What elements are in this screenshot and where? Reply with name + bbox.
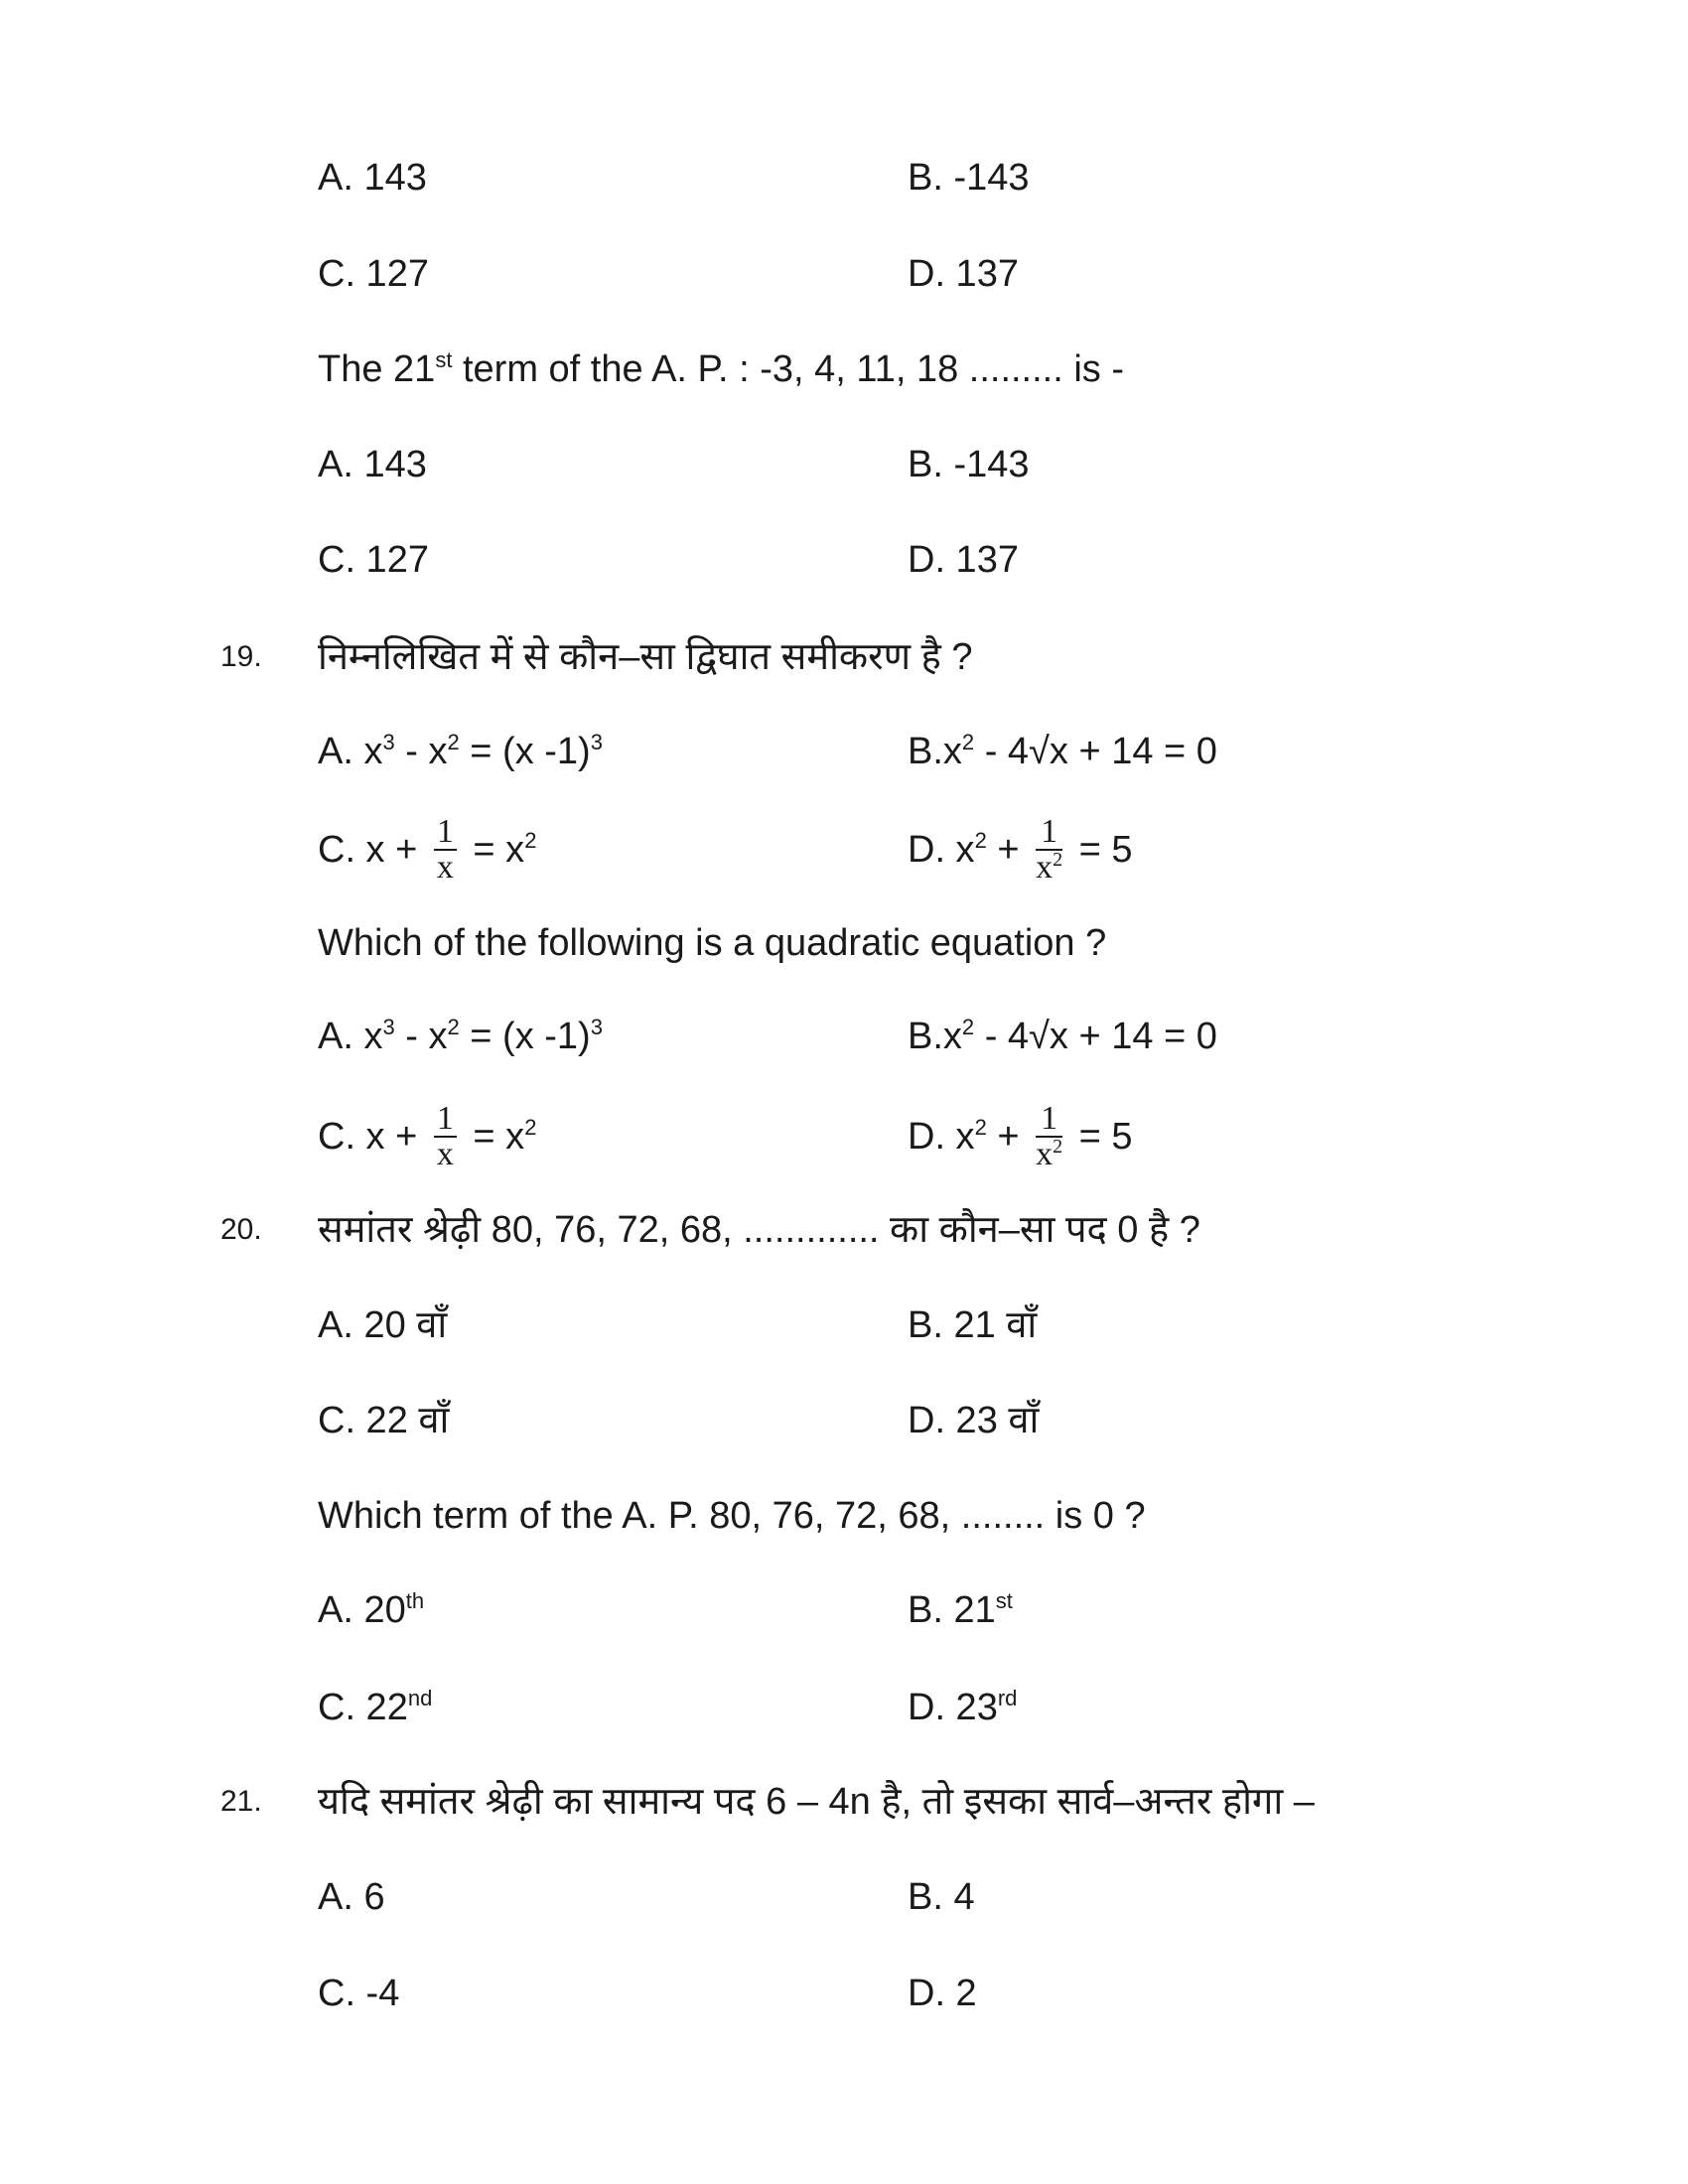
text-segment: term of the A. P. : -3, 4, 11, 18 ......... is - bbox=[452, 348, 1124, 390]
text-segment: C. 22 bbox=[318, 1687, 408, 1728]
text-segment: A. 20 वाँ bbox=[318, 1304, 448, 1346]
text-segment: Which term of the A. P. 80, 76, 72, 68, ........ is 0 ? bbox=[318, 1495, 1146, 1537]
options-row bbox=[0, 1964, 1688, 2023]
text-segment: - x bbox=[394, 731, 448, 772]
superscript: 2 bbox=[961, 730, 975, 754]
text-segment: - 4√x + 14 = 0 bbox=[974, 1016, 1217, 1057]
question-row bbox=[0, 627, 1688, 687]
text-segment: = (x -1) bbox=[459, 731, 591, 772]
options-row bbox=[0, 148, 1688, 207]
text-segment: A. 143 bbox=[318, 157, 427, 199]
option-right bbox=[908, 1867, 975, 1927]
text-segment: = (x -1) bbox=[459, 1016, 591, 1057]
superscript: 2 bbox=[974, 1115, 987, 1141]
text-segment: = 5 bbox=[1068, 1116, 1133, 1159]
text-segment: = x bbox=[462, 1116, 525, 1159]
question-row bbox=[0, 1486, 1688, 1546]
option-left bbox=[318, 530, 429, 590]
options-row bbox=[0, 1580, 1688, 1640]
superscript: 2 bbox=[1053, 1136, 1063, 1158]
text-segment: B.x bbox=[908, 1016, 962, 1057]
options-row bbox=[0, 813, 1688, 886]
text-segment: A. 143 bbox=[318, 444, 427, 485]
text-segment: A. x bbox=[318, 731, 383, 772]
question-number: 21. bbox=[220, 1785, 262, 1818]
option-right bbox=[908, 435, 1030, 494]
text-segment: + bbox=[986, 829, 1031, 872]
question-text bbox=[318, 1200, 1200, 1260]
text-segment: समांतर श्रेढ़ी 80, 76, 72, 68, ............. का कौन–सा पद 0 है ? bbox=[318, 1209, 1200, 1251]
text-segment: D. 137 bbox=[908, 253, 1019, 295]
options-row bbox=[0, 530, 1688, 590]
text-segment: - x bbox=[394, 1016, 448, 1057]
superscript: st bbox=[995, 1588, 1013, 1613]
superscript: 2 bbox=[447, 730, 460, 754]
question-row bbox=[0, 340, 1688, 399]
options-row bbox=[0, 1391, 1688, 1450]
option-left bbox=[318, 722, 603, 781]
question-number: 19. bbox=[220, 640, 262, 673]
option-right bbox=[908, 722, 1217, 781]
option-right bbox=[908, 1296, 1037, 1355]
superscript: 3 bbox=[590, 730, 603, 754]
text-segment: A. 6 bbox=[318, 1876, 385, 1918]
option-left bbox=[318, 1296, 447, 1355]
text-segment: - 4√x + 14 = 0 bbox=[974, 731, 1217, 772]
superscript: 2 bbox=[974, 828, 987, 854]
text-segment: C. x + bbox=[318, 1116, 428, 1159]
text-segment: The 21 bbox=[318, 348, 436, 390]
text-segment: D. 137 bbox=[908, 539, 1019, 581]
superscript: nd bbox=[407, 1686, 433, 1710]
options-row bbox=[0, 722, 1688, 781]
option-right bbox=[908, 1678, 1017, 1737]
option-right bbox=[908, 1964, 977, 2023]
superscript: 3 bbox=[382, 1015, 395, 1039]
option-left bbox=[318, 1867, 385, 1927]
option-right bbox=[908, 813, 1133, 887]
option-left bbox=[318, 244, 429, 304]
superscript: 2 bbox=[447, 1015, 460, 1039]
question-row bbox=[0, 1772, 1688, 1832]
question-text bbox=[318, 1772, 1315, 1832]
text-segment: + bbox=[986, 1116, 1031, 1159]
fraction-numerator: 1 bbox=[1036, 815, 1062, 851]
text-segment: C. x + bbox=[318, 829, 428, 872]
question-number: 20. bbox=[220, 1213, 262, 1246]
fraction-denominator: x bbox=[436, 849, 454, 886]
option-left bbox=[318, 1100, 537, 1173]
fraction-numerator: 1 bbox=[434, 1102, 457, 1138]
text-segment: D. 2 bbox=[908, 1973, 977, 2014]
option-right bbox=[908, 1391, 1039, 1450]
options-row bbox=[0, 1296, 1688, 1355]
superscript: 2 bbox=[524, 828, 537, 854]
options-row bbox=[0, 244, 1688, 304]
fraction-denominator: x bbox=[436, 1136, 454, 1172]
superscript: 3 bbox=[590, 1015, 603, 1039]
superscript: st bbox=[435, 347, 453, 372]
fraction bbox=[1036, 1102, 1062, 1171]
text-segment: B. -143 bbox=[908, 444, 1030, 485]
superscript: 2 bbox=[961, 1015, 975, 1039]
text-segment: यदि समांतर श्रेढ़ी का सामान्य पद 6 – 4n है, तो इसका सार्व–अन्तर होगा – bbox=[318, 1781, 1315, 1823]
text-segment: C. 22 वाँ bbox=[318, 1400, 450, 1441]
options-row bbox=[0, 1100, 1688, 1172]
text-segment: C. 127 bbox=[318, 539, 429, 581]
question-row bbox=[0, 1200, 1688, 1260]
options-row bbox=[0, 435, 1688, 494]
fraction-numerator: 1 bbox=[1036, 1102, 1062, 1138]
superscript: rd bbox=[997, 1686, 1018, 1710]
text-segment: Which of the following is a quadratic equation ? bbox=[318, 922, 1107, 964]
options-row bbox=[0, 1007, 1688, 1066]
fraction bbox=[1036, 815, 1062, 885]
text-segment: = x bbox=[462, 829, 525, 872]
option-right bbox=[908, 530, 1019, 590]
option-left bbox=[318, 1580, 424, 1640]
options-row bbox=[0, 1678, 1688, 1737]
text-segment: = 5 bbox=[1068, 829, 1133, 872]
text-segment: B. 21 bbox=[908, 1589, 996, 1631]
question-text bbox=[318, 627, 973, 687]
question-text bbox=[318, 340, 1124, 399]
fraction bbox=[434, 1102, 457, 1171]
text-segment: D. 23 वाँ bbox=[908, 1400, 1040, 1441]
text-segment: A. 20 bbox=[318, 1589, 406, 1631]
text-segment: निम्नलिखित में से कौन–सा द्विघात समीकरण है ? bbox=[318, 636, 973, 678]
fraction-denominator: $x^2$ bbox=[1036, 849, 1063, 886]
superscript: 3 bbox=[382, 730, 395, 754]
text-segment: C. -4 bbox=[318, 1973, 400, 2014]
option-right bbox=[908, 1007, 1217, 1066]
option-right bbox=[908, 148, 1030, 207]
option-left bbox=[318, 813, 537, 887]
question-row bbox=[0, 913, 1688, 973]
text-segment: D. x bbox=[908, 829, 975, 872]
options-row bbox=[0, 1867, 1688, 1927]
fraction-denominator: $x^2$ bbox=[1036, 1136, 1063, 1172]
text-segment: B. 21 वाँ bbox=[908, 1304, 1038, 1346]
option-left bbox=[318, 1964, 399, 2023]
option-left bbox=[318, 148, 427, 207]
superscript: th bbox=[405, 1588, 425, 1613]
text-segment: D. x bbox=[908, 1116, 975, 1159]
question-text bbox=[318, 1486, 1146, 1546]
text-segment: B.x bbox=[908, 731, 962, 772]
text-segment: B. 4 bbox=[908, 1876, 975, 1918]
text-segment: B. -143 bbox=[908, 157, 1030, 199]
text-segment: C. 127 bbox=[318, 253, 429, 295]
fraction-numerator: 1 bbox=[434, 815, 457, 851]
option-left bbox=[318, 1391, 449, 1450]
option-right bbox=[908, 1580, 1013, 1640]
option-right bbox=[908, 1100, 1133, 1173]
superscript: 2 bbox=[1053, 849, 1063, 871]
question-text bbox=[318, 913, 1106, 973]
option-right bbox=[908, 244, 1019, 304]
option-left bbox=[318, 1007, 603, 1066]
option-left bbox=[318, 435, 427, 494]
text-segment: A. x bbox=[318, 1016, 383, 1057]
text-segment: D. 23 bbox=[908, 1687, 998, 1728]
option-left bbox=[318, 1678, 432, 1737]
superscript: 2 bbox=[524, 1115, 537, 1141]
fraction bbox=[434, 815, 457, 885]
